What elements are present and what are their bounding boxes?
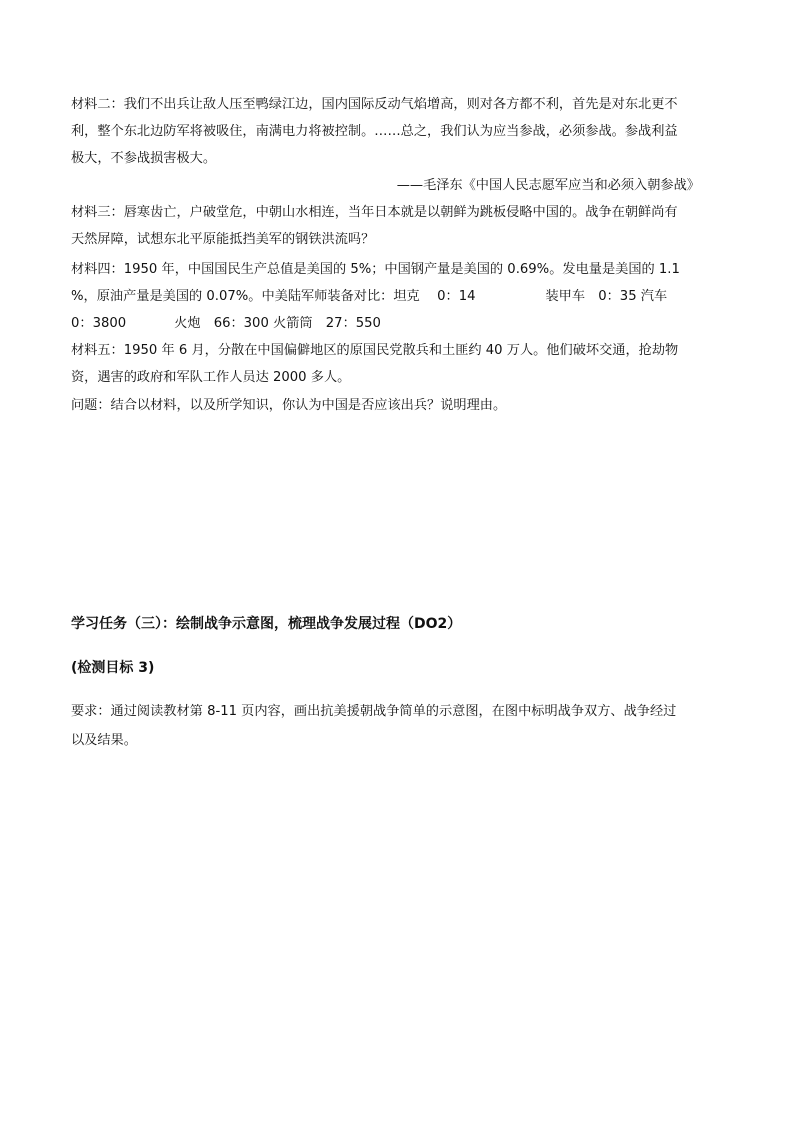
- material2-line1: 材料二：我们不出兵让敌人压至鸭绿江边，国内国际反动气焰增高，则对各方都不利，首先是对东北更不: [71, 97, 678, 112]
- material4-line3-part-b: 火炮 66：300 火箭筒 27：550: [174, 316, 381, 331]
- material5-line1: 材料五：1950 年 6 月，分散在中国偏僻地区的原国民党散兵和土匪约 40 万人。他们破坏交通，抢劫物: [71, 343, 679, 358]
- material4-line3-part-a: 0：3800: [71, 316, 127, 331]
- material4-line2-part-a: %，原油产量是美国的 0.07%。中美陆军师装备对比：坦克 0：14: [71, 289, 476, 304]
- material2-line3: 极大，不参战损害极大。: [71, 151, 217, 166]
- material2-line2: 利，整个东北边防军将被吸住，南满电力将被控制。……总之，我们认为应当参战，必须参战。参战利益: [71, 124, 678, 139]
- material4-line1: 材料四：1950 年，中国国民生产总值是美国的 5%；中国钢产量是美国的 0.69%。发电量是美国的 1.1: [71, 262, 680, 277]
- material2-source: ——毛泽东《中国人民志愿军应当和必须入朝参战》: [396, 178, 700, 193]
- task3-requirement-line1: 要求：通过阅读教材第 8-11 页内容，画出抗美援朝战争简单的示意图，在图中标明战争双方、战争经过: [71, 704, 677, 719]
- material4-line3: [71, 314, 723, 334]
- material4-line2-part-b: 装甲车 0：35 汽车: [545, 289, 668, 304]
- question-text: 问题：结合以材料，以及所学知识，你认为中国是否应该出兵？说明理由。: [71, 398, 507, 413]
- material3-line1: 材料三：唇寒齿亡，户破堂危，中朝山水相连，当年日本就是以朝鲜为跳板侵略中国的。战争在朝鲜尚有: [71, 205, 678, 220]
- material3-line2: 天然屏障，试想东北平原能抵挡美军的钢铁洪流吗？: [71, 232, 375, 247]
- task3-requirement-line2: 以及结果。: [71, 733, 137, 748]
- material4-line2: [71, 287, 723, 307]
- task3-title: 学习任务（三）：绘制战争示意图，梳理战争发展过程（DO2）: [71, 616, 462, 632]
- task3-target: (检测目标 3): [71, 660, 155, 676]
- material5-line2: 资，遇害的政府和军队工作人员达 2000 多人。: [71, 370, 351, 385]
